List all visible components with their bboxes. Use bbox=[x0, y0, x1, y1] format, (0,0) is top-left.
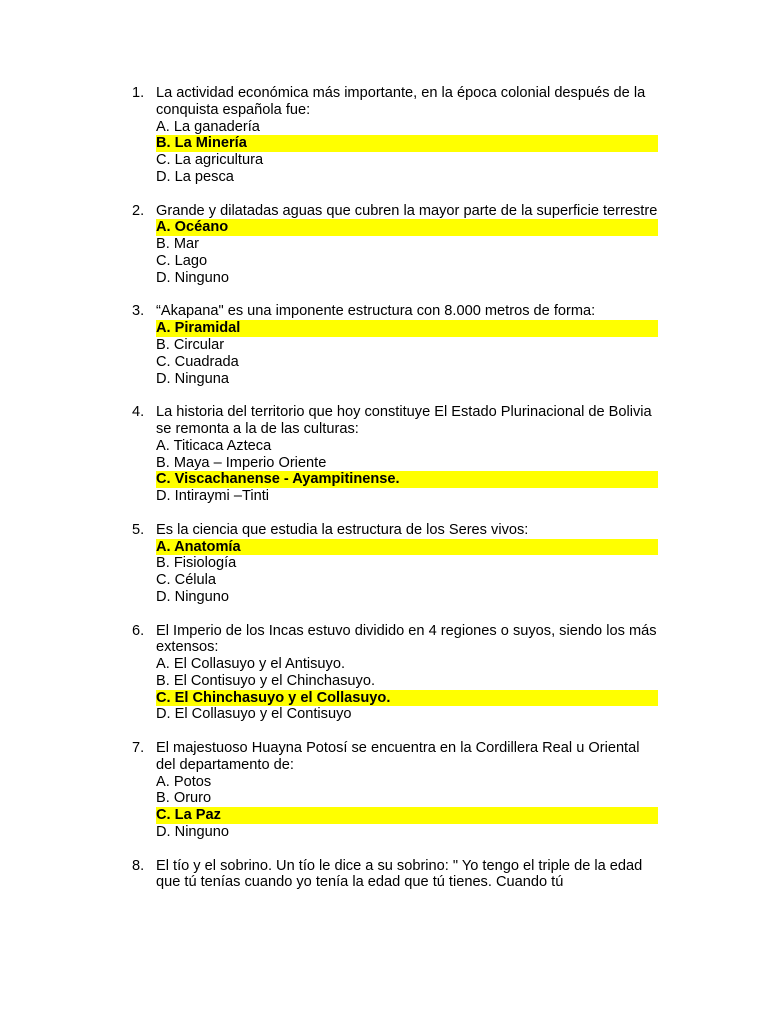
answer-option-correct: C. Viscachanense - Ayampitinense. bbox=[156, 471, 658, 488]
answer-option: B. Oruro bbox=[156, 790, 212, 807]
question-text: La actividad económica más importante, en la época colonial después de la conquista española fue: bbox=[156, 85, 646, 118]
answer-option: D. Ninguno bbox=[156, 269, 230, 286]
question-8 bbox=[132, 858, 662, 892]
question-3 bbox=[132, 303, 662, 387]
question-text: Grande y dilatadas aguas que cubren la mayor parte de la superficie terrestre bbox=[156, 202, 658, 219]
question-number: 3. bbox=[132, 303, 145, 320]
answer-options bbox=[156, 219, 662, 286]
question-number: 5. bbox=[132, 521, 145, 538]
answer-option: C. Lago bbox=[156, 252, 208, 269]
answer-options bbox=[156, 320, 662, 387]
question-text: “Akapana" es una imponente estructura con 8.000 metros de forma: bbox=[156, 303, 596, 320]
answer-option: D. Ninguno bbox=[156, 588, 230, 605]
question-text: Es la ciencia que estudia la estructura de los Seres vivos: bbox=[156, 521, 529, 538]
question-5 bbox=[132, 522, 662, 606]
answer-options bbox=[156, 539, 662, 606]
answer-option-correct: A. Piramidal bbox=[156, 320, 658, 337]
answer-option: C. La agricultura bbox=[156, 152, 264, 169]
question-4 bbox=[132, 404, 662, 505]
answer-option: B. Circular bbox=[156, 336, 225, 353]
answer-option: C. Cuadrada bbox=[156, 353, 239, 370]
answer-option-correct: A. Anatomía bbox=[156, 539, 658, 556]
answer-option: B. El Contisuyo y el Chinchasuyo. bbox=[156, 672, 376, 689]
question-number: 1. bbox=[132, 85, 145, 101]
answer-option: D. Intiraymi –Tinti bbox=[156, 488, 269, 505]
answer-options bbox=[156, 774, 662, 841]
question-text: El Imperio de los Incas estuvo dividido en 4 regiones o suyos, siendo los más extensos: bbox=[156, 622, 657, 656]
answer-option: A. La ganadería bbox=[156, 118, 260, 135]
question-7 bbox=[132, 740, 662, 841]
answer-option-correct: A. Océano bbox=[156, 219, 658, 236]
question-number: 7. bbox=[132, 740, 145, 757]
answer-option: D. La pesca bbox=[156, 168, 234, 185]
answer-option: C. Célula bbox=[156, 572, 217, 589]
answer-option-correct: C. El Chinchasuyo y el Collasuyo. bbox=[156, 690, 658, 707]
question-6 bbox=[132, 623, 662, 724]
answer-option: A. Titicaca Azteca bbox=[156, 437, 272, 454]
answer-option: D. El Collasuyo y el Contisuyo bbox=[156, 706, 352, 723]
answer-option: D. Ninguno bbox=[156, 824, 230, 841]
answer-option: A. Potos bbox=[156, 773, 212, 790]
question-text: El tío y el sobrino. Un tío le dice a su sobrino: " Yo tengo el triple de la edad que tú tenías cuando yo tenía la edad que tú tienes. Cuando tú bbox=[156, 857, 643, 891]
question-text: La historia del territorio que hoy constituye El Estado Plurinacional de Bolivia se remonta a la de las culturas: bbox=[156, 404, 652, 437]
answer-option: B. Mar bbox=[156, 236, 199, 253]
answer-option: A. El Collasuyo y el Antisuyo. bbox=[156, 656, 345, 673]
answer-option-correct: B. La Minería bbox=[156, 135, 658, 152]
question-number: 8. bbox=[132, 857, 145, 874]
question-1 bbox=[132, 85, 662, 186]
question-number: 6. bbox=[132, 622, 145, 639]
answer-options bbox=[156, 438, 662, 505]
answer-option: B. Fisiología bbox=[156, 555, 237, 572]
question-text: El majestuoso Huayna Potosí se encuentra en la Cordillera Real u Oriental del departamento de: bbox=[156, 740, 640, 773]
answer-option-correct: C. La Paz bbox=[156, 807, 658, 824]
answer-options bbox=[156, 656, 662, 723]
question-list bbox=[132, 85, 662, 908]
answer-options bbox=[156, 119, 662, 186]
answer-option: D. Ninguna bbox=[156, 370, 230, 387]
answer-option: B. Maya – Imperio Oriente bbox=[156, 454, 327, 471]
question-2 bbox=[132, 203, 662, 287]
question-number: 2. bbox=[132, 202, 145, 219]
question-number: 4. bbox=[132, 404, 145, 421]
